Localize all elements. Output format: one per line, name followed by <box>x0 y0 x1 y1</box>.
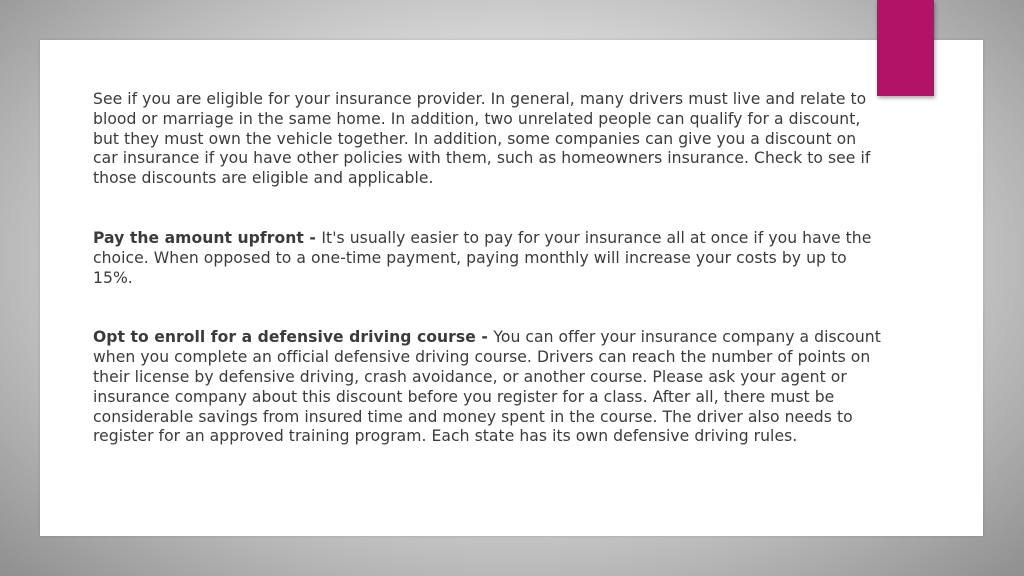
slide-content <box>93 90 883 447</box>
paragraph-eligibility <box>93 90 883 189</box>
paragraph-body: See if you are eligible for your insurance provider. In general, many drivers must live and relate to blood or marriage in the same home. In addition, two unrelated people can qualify for a discount, but they must own the vehicle together. In addition, some companies can give you a discount on car insurance if you have other policies with them, such as homeowners insurance. Check to see if those discounts are eligible and applicable. <box>93 90 871 188</box>
paragraph-defensive-driving <box>93 328 883 447</box>
paragraph-lead: Opt to enroll for a defensive driving course - <box>93 328 494 347</box>
paragraph-body: You can offer your insurance company a discount when you complete an official defensive driving course. Drivers can reach the number of points on their license by defensive driving, crash avoidance, or another course. Please ask your agent or insurance company about this discount before you register for a class. After all, there must be considerable savings from insured time and money spent in the course. The driver also needs to register for an approved training program. Each state has its own defensive driving rules. <box>93 328 881 446</box>
paragraph-body: It's usually easier to pay for your insurance all at once if you have the choice. When opposed to a one-time payment, paying monthly will increase your costs by up to 15%. <box>93 228 872 287</box>
paragraph-lead: Pay the amount upfront - <box>93 228 322 247</box>
accent-tab <box>877 0 934 96</box>
paragraph-pay-upfront <box>93 229 883 288</box>
